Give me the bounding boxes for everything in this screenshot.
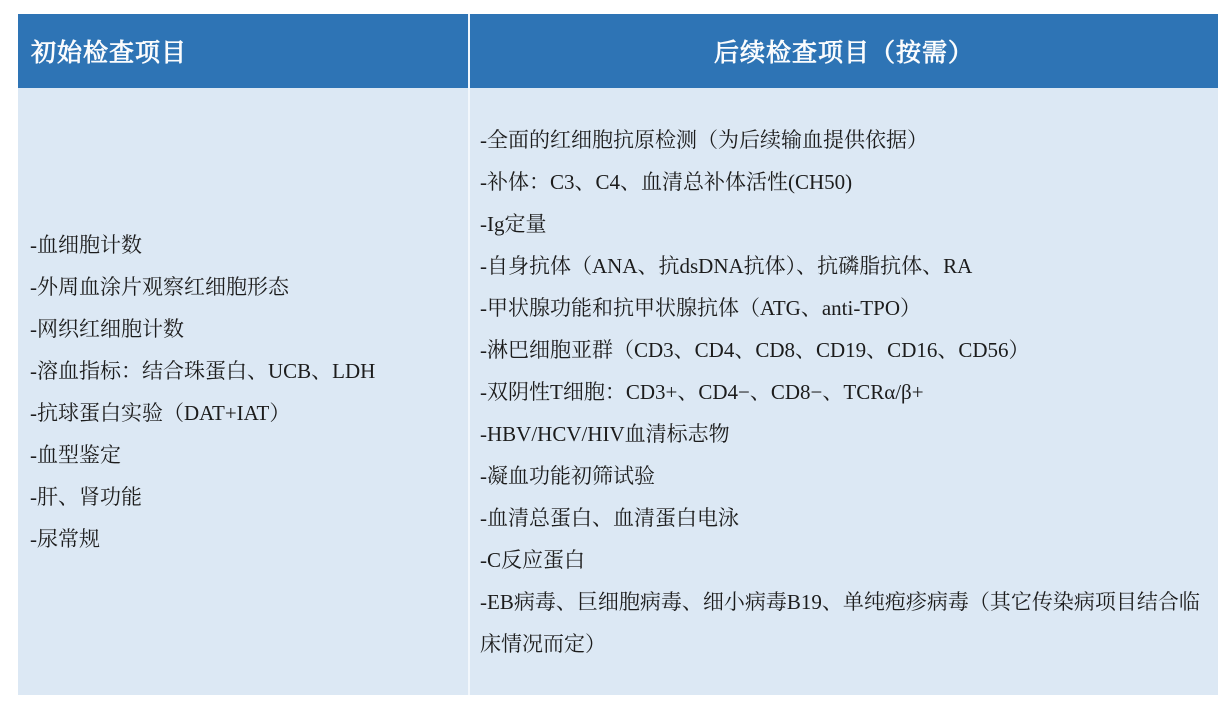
list-item: -肝、肾功能: [30, 484, 142, 509]
header-cell-followup-exams: [470, 14, 1218, 88]
initial-exams-cell: [18, 88, 470, 695]
list-item: -凝血功能初筛试验: [480, 463, 655, 488]
list-item: -淋巴细胞亚群（CD3、CD4、CD8、CD19、CD16、CD56）: [480, 337, 1030, 362]
list-item: -外周血涂片观察红细胞形态: [30, 274, 289, 299]
header-label-followup: 后续检查项目（按需）: [713, 39, 974, 67]
header-label-initial: 初始检查项目: [31, 39, 188, 67]
list-item: -尿常规: [30, 526, 100, 551]
list-item: -网织红细胞计数: [30, 316, 184, 341]
list-item: -甲状腺功能和抗甲状腺抗体（ATG、anti-TPO）: [480, 295, 921, 320]
list-item: -自身抗体（ANA、抗dsDNA抗体）、抗磷脂抗体、RA: [480, 253, 973, 278]
list-item: -EB病毒、巨细胞病毒、细小病毒B19、单纯疱疹病毒（其它传染病项目结合临床情况而定）: [480, 589, 1200, 656]
table-header-row: [18, 14, 1218, 88]
examination-table: [18, 14, 1218, 695]
followup-exams-cell: [470, 88, 1218, 695]
list-item: -溶血指标：结合珠蛋白、UCB、LDH: [30, 358, 376, 383]
list-item: -C反应蛋白: [480, 547, 585, 572]
header-cell-initial-exams: [18, 14, 470, 88]
list-item: -补体：C3、C4、血清总补体活性(CH50): [480, 169, 853, 194]
list-item: -血细胞计数: [30, 232, 142, 257]
list-item: -血型鉴定: [30, 442, 121, 467]
list-item: -血清总蛋白、血清蛋白电泳: [480, 505, 739, 530]
list-item: -全面的红细胞抗原检测（为后续输血提供依据）: [480, 127, 928, 152]
table-body-row: [18, 88, 1218, 695]
list-item: -Ig定量: [480, 211, 547, 236]
list-item: -HBV/HCV/HIV血清标志物: [480, 421, 730, 446]
list-item: -抗球蛋白实验（DAT+IAT）: [30, 400, 291, 425]
list-item: -双阴性T细胞：CD3+、CD4−、CD8−、TCRα/β+: [480, 379, 924, 404]
